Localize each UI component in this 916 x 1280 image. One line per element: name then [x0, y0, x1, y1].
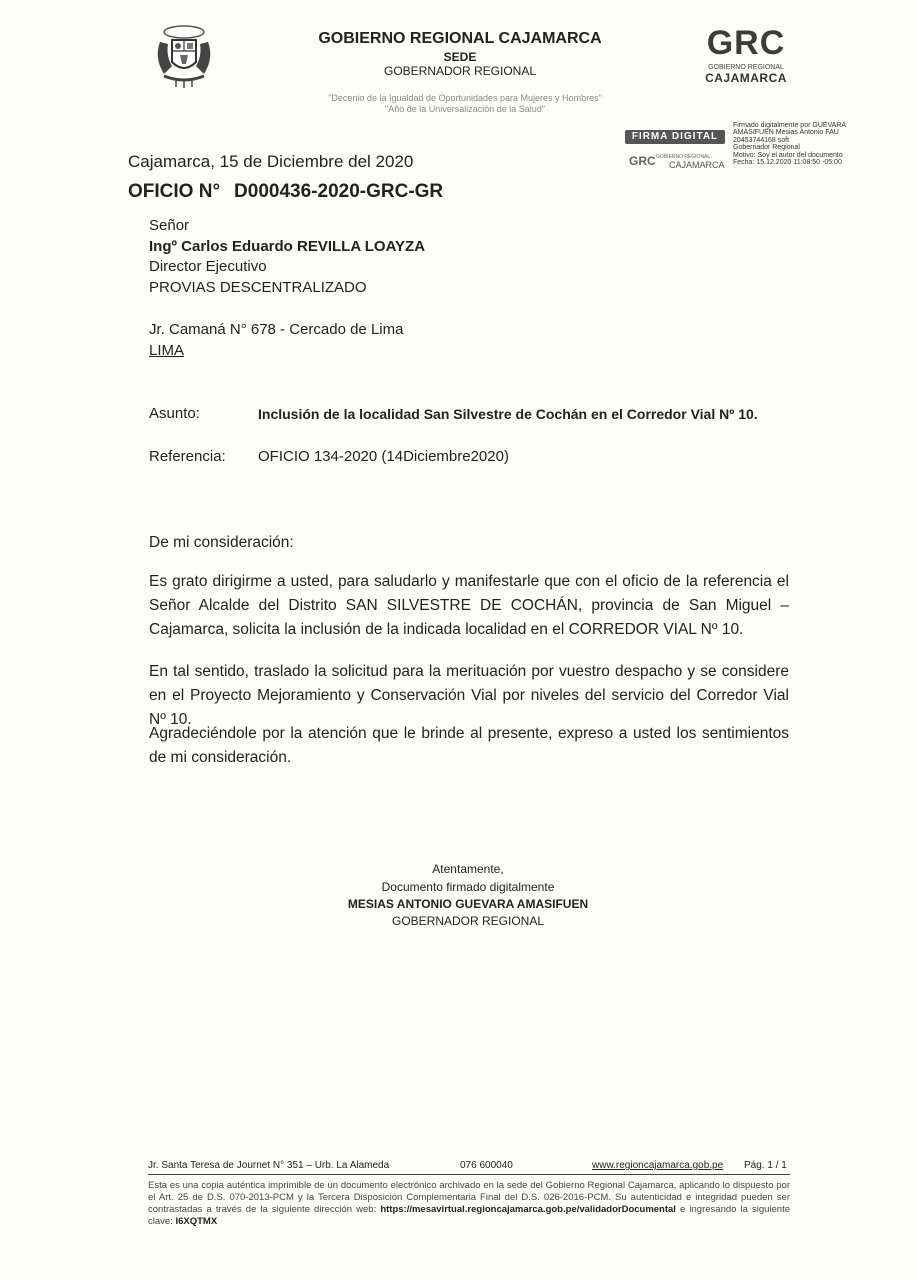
signer-title: GOBERNADOR REGIONAL [391, 914, 545, 928]
coat-of-arms-logo [150, 22, 218, 88]
firma-digital-badge: FIRMA DIGITAL [625, 130, 725, 144]
header-title: GOBIERNO REGIONAL CAJAMARCA [318, 30, 602, 47]
signature-line: Fecha: 15.12.2020 11:08:50 -05:00 [733, 159, 842, 167]
anio-line: "Año de la Universalización de la Salud" [385, 104, 545, 114]
greeting: De mi consideración: [149, 534, 294, 551]
referencia-value: OFICIO 134-2020 (14Diciembre2020) [258, 448, 509, 465]
letter-date: Cajamarca, 15 de Diciembre del 2020 [128, 152, 414, 171]
recipient-name: Ingº Carlos Eduardo REVILLA LOAYZA [149, 238, 426, 255]
footer-website-link[interactable]: www.regioncajamarca.gob.pe [592, 1160, 724, 1171]
signature-line: 20453744168 soft [733, 136, 790, 144]
asunto-value: Inclusión de la localidad San Silvestre de Cochán en el Corredor Vial Nº 10. [258, 406, 758, 422]
body-paragraph: En tal sentido, traslado la solicitud para la merituación por vuestro despacho y se considere en el Proyecto Mejoramiento y Conservación Vial por niveles del servicio del Corredor Vial Nº 10. [149, 663, 789, 728]
decenio-motto [250, 93, 680, 115]
grc-logo-letters: GRC [706, 24, 786, 62]
signature-line: AMASIFUEN Mesias Antonio FAU [733, 129, 839, 137]
decenio-line: "Decenio de la Igualdad de Oportunidades para Mujeres y Hombres" [328, 93, 602, 103]
oficio-heading [128, 181, 443, 203]
recipient-city: LIMA [149, 342, 185, 359]
recipient-salutation: Señor [149, 217, 190, 234]
signed-digitally-note: Documento firmado digitalmente [381, 880, 555, 894]
footer-page-number: Pág. 1 / 1 [744, 1160, 787, 1171]
firma-grc-region: CAJAMARCA [669, 160, 725, 170]
grc-logo-subtitle: GOBIERNO REGIONAL [708, 64, 784, 71]
body-paragraph: Es grato dirigirme a usted, para saludarlo y manifestarle que con el oficio de la referencia el Señor Alcalde del Distrito SAN SILVESTRE DE COCHÁN, provincia de San Miguel – Cajamarca, solicita la inclusión de la indicada localidad en el CORREDOR VIAL Nº 10. [149, 573, 789, 638]
grc-logo-region: CAJAMARCA [705, 71, 787, 85]
header-sede: SEDE [443, 50, 477, 64]
signature-line: Gobernador Regional [733, 144, 800, 152]
oficio-number: D000436-2020-GRC-GR [234, 181, 444, 202]
recipient-org: PROVIAS DESCENTRALIZADO [149, 279, 367, 296]
asunto-label: Asunto: [149, 405, 200, 422]
recipient-title: Director Ejecutivo [149, 258, 267, 275]
validation-key: I6XQTMX [175, 1216, 218, 1227]
footer-authenticity-note [148, 1180, 790, 1228]
firma-grc-subtitle: GOBIERNO REGIONAL [656, 154, 711, 160]
signature-line: Firmado digitalmente por GUEVARA [733, 122, 847, 129]
digital-signature-details [733, 122, 893, 166]
body-paragraph: Agradeciéndole por la atención que le brinde al presente, expreso a usted los sentimientos de mi consideración. [149, 725, 789, 766]
firma-grc-logo: GRC [629, 154, 656, 168]
footer-note-text: Esta es una copia auténtica imprimible de un documento electrónico archivado en la sede del Gobierno Regional Cajamarca, aplicando lo dispuesto por el Art. 25 de D.S. 070-2013-PCM y la Tercera Disposición Complementaria Final del D.S. 026-2016-PCM. Su autenticidad e integridad pueden ser contrastadas a través de la siguiente dirección web: [148, 1180, 790, 1215]
grc-logo [700, 26, 792, 88]
oficio-label: OFICIO N° [128, 181, 221, 202]
footer-key-text: e ingresando la siguiente clave: [148, 1204, 791, 1227]
signer-name: MESIAS ANTONIO GUEVARA AMASIFUEN [347, 897, 589, 911]
footer-phone: 076 600040 [460, 1160, 513, 1171]
footer-divider [148, 1174, 790, 1175]
referencia-label: Referencia: [149, 448, 226, 465]
footer-address: Jr. Santa Teresa de Journet N° 351 – Urb. La Alameda [148, 1160, 390, 1171]
validator-url-link[interactable]: https://mesavirtual.regioncajamarca.gob.pe/validadorDocumental [380, 1204, 676, 1215]
signature-line: Motivo: Soy el autor del documento [733, 151, 843, 159]
recipient-address: Jr. Camaná N° 678 - Cercado de Lima [149, 321, 404, 338]
closing: Atentamente, [432, 862, 504, 876]
header-office: GOBERNADOR REGIONAL [383, 64, 537, 78]
